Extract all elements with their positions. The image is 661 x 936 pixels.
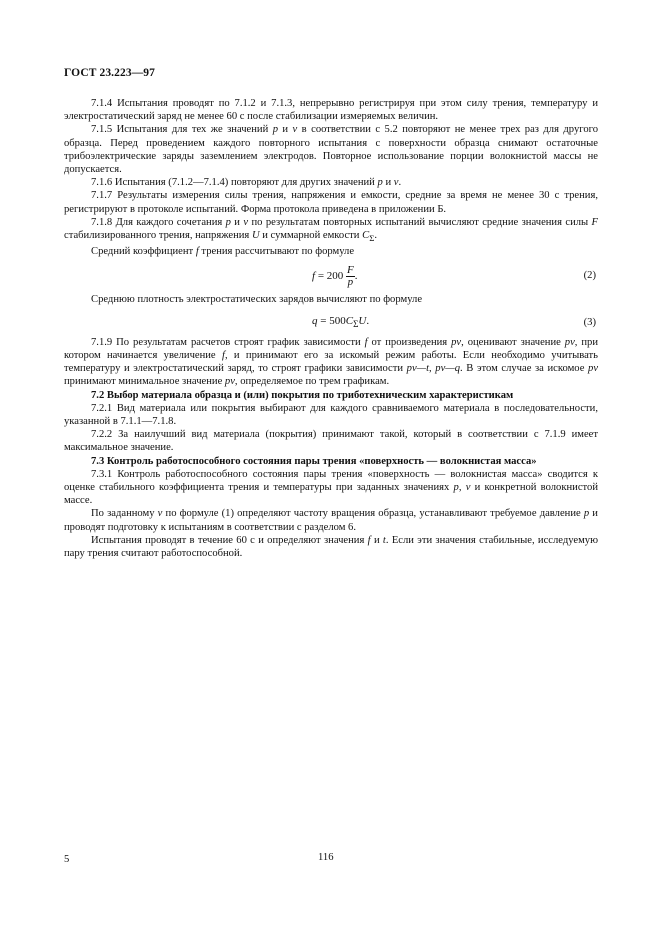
formula-2-number: (2): [583, 269, 596, 281]
paragraph-mean-coefficient: Средний коэффициент f трения рассчитывают по формуле: [91, 246, 355, 258]
paragraph-test-duration: Испытания проводят в течение 60 с и определяют значения f и t. Если эти значения стабильные, исследуемую пару трения считают работоспособной.: [64, 534, 598, 559]
formula-3: [64, 306, 598, 336]
paragraph-7-1-9: 7.1.9 По результатам расчетов строят график зависимости f от произведения pv, оценивают значение pv, при котором начинается увеличение f, и принимают его за искомый режим работы. Если необходимо учитывать температуру и электростатический заряд, то строят графики зависимости pv—t, pv—q. В этом случае за искомое pv принимают минимальное значение pv, определяемое по трем графикам.: [64, 336, 599, 388]
paragraph-7-1-4: 7.1.4 Испытания проводят по 7.1.2 и 7.1.3, непрерывно регистрируя при этом силу трения, температуру и электростатический заряд не менее 60 с после стабилизации измеряемых величин.: [64, 98, 598, 123]
paragraph-charge-density: Среднюю плотность электростатических зарядов вычисляют по формуле: [91, 293, 423, 305]
footer-page-number: 116: [318, 852, 334, 863]
paragraph-7-3-1: 7.3.1 Контроль работоспособного состояния пары трения «поверхность — волокнистая масса» сводится к оценке стабильного коэффициента трения и температуры при заданных значениях p, v и конкретной волокнистой массе.: [64, 468, 598, 507]
footer-sheet-number: 5: [64, 854, 70, 865]
paragraph-7-1-5: 7.1.5 Испытания для тех же значений p и v в соответствии с 5.2 повторяют не менее трех раз для другого образца. Перед проведением каждого повторного испытания с поверхности образца снимают остаточные трибоэлектрические заряды заземлением электродов. Повторное использование порции волокнистой массы не допускается.: [64, 124, 598, 176]
paragraph-7-1-8: 7.1.8 Для каждого сочетания p и v по результатам повторных испытаний вычисляют средние значения силы F стабилизированного трения, напряжения U и суммарной емкости $C_\Sigma$.: [64, 216, 599, 244]
paragraph-7-1-7: 7.1.7 Результаты измерения силы трения, напряжения и емкости, средние за время не менее 30 с трения, регистрируют в протоколе испытаний. Форма протокола приведена в приложении Б.: [64, 190, 598, 215]
document-body: [64, 97, 598, 560]
paragraph-given-velocity: По заданному v по формуле (1) определяют частоту вращения образца, устанавливают требуемое давление p и проводят подготовку к испытаниям в соответствии с разделом 6.: [64, 508, 598, 533]
formula-2-fraction: $\frac{F}{p}$: [347, 263, 354, 288]
formula-2-expression: f = 200 $\frac{F}{p}$ .: [312, 263, 358, 288]
section-heading-7-2: 7.2 Выбор материала образца и (или) покрытия по триботехническим характеристикам: [91, 389, 514, 401]
paragraph-7-1-6: 7.1.6 Испытания (7.1.2—7.1.4) повторяют для других значений p и v.: [91, 177, 402, 189]
formula-2: [64, 259, 598, 293]
formula-3-number: (3): [583, 316, 596, 328]
paragraph-7-2-2: 7.2.2 За наилучший вид материала (покрытия) принимают такой, который в соответствии с 7.1.9 имеет максимальное значение.: [64, 429, 598, 454]
paragraph-7-2-1: 7.2.1 Вид материала или покрытия выбирают для каждого сравниваемого материала в последовательности, указанной в 7.1.1—7.1.8.: [64, 402, 598, 427]
formula-3-expression: $q = 500C_\Sigma U$.: [312, 314, 370, 329]
standard-header: ГОСТ 23.223—97: [64, 67, 155, 79]
section-heading-7-3: 7.3 Контроль работоспособного состояния пары трения «поверхность — волокнистая масса»: [91, 455, 537, 467]
